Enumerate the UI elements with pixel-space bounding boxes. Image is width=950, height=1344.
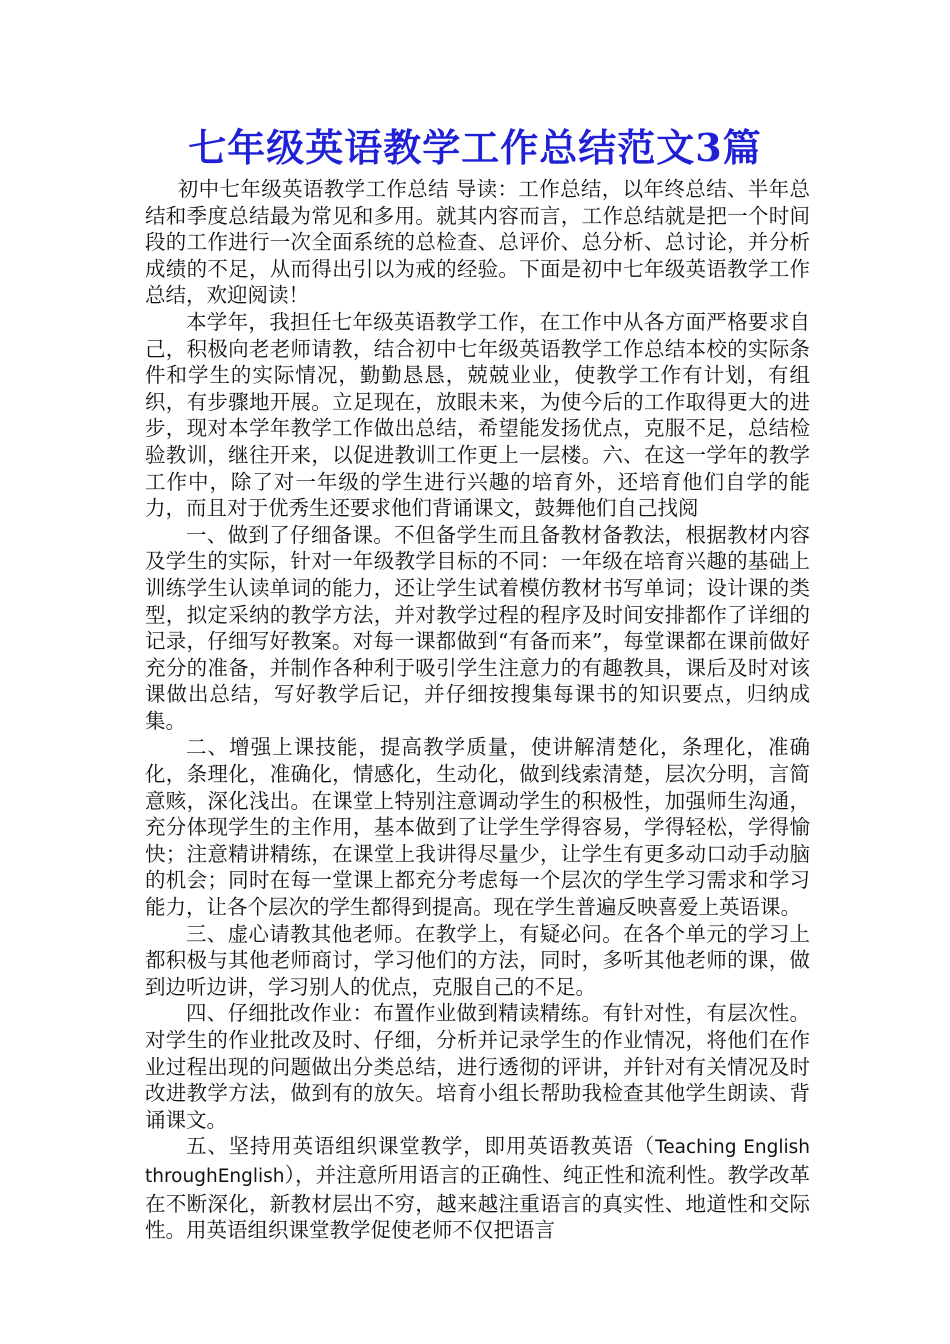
document-title: 七年级英语教学工作总结范文3篇 <box>188 125 762 170</box>
paragraph-section-4: 四、仔细批改作业：布置作业做到精读精练。有针对性，有层次性。对学生的作业批改及时、仔细，分析并记录学生的作业情况，将他们在作业过程出现的问题做出分类总结，进行透彻的评讲，并针对有关情况及时改进教学方法，做到有的放矢。培育小组长帮助我检查其他学生朗读、背诵课文。 <box>145 1001 810 1132</box>
paragraph-section-5-start: 五、坚持用英语组织课堂教学，即用英语教英语（ <box>186 1134 656 1159</box>
paragraph-section-5-end: ），并注意所用语言的正确性、纯正性和流利性。教学改革在不断深化，新教材层出不穷，越来越注重语言的真实性、地道性和交际性。用英语组织课堂教学促使老师不仅把语言 <box>145 1162 810 1243</box>
paragraph-overview: 本学年，我担任七年级英语教学工作，在工作中从各方面严格要求自己，积极向老老师请教，结合初中七年级英语教学工作总结本校的实际条件和学生的实际情况，勤勤恳恳，兢兢业业，使教学工作有计划，有组织，有步骤地开展。立足现在，放眼未来，为使今后的工作取得更大的进步，现对本学年教学工作做出总结，希望能发扬优点，克服不足，总结检验教训，继往开来，以促进教训工作更上一层楼。六、在这一学年的教学工作中，除了对一年级的学生进行兴趣的培育外，还培育他们自学的能力，而且对于优秀生还要求他们背诵课文，鼓舞他们自己找阅 <box>145 309 810 521</box>
english-phrase: Teaching English throughEnglish <box>145 1137 811 1187</box>
paragraph-intro: 初中七年级英语教学工作总结 导读：工作总结，以年终总结、半年总结和季度总结最为常见和多用。就其内容而言，工作总结就是把一个时间段的工作进行一次全面系统的总检查、总评价、总分析、总讨论，并分析成绩的不足，从而得出引以为戒的经验。下面是初中七年级英语教学工作总结，欢迎阅读！ <box>145 177 810 308</box>
paragraph-section-5 <box>145 1133 810 1243</box>
document-body <box>145 176 810 1244</box>
paragraph-section-2: 二、增强上课技能，提高教学质量，使讲解清楚化，条理化，准确化，条理化，准确化，情感化，生动化，做到线索清楚，层次分明，言简意赅，深化浅出。在课堂上特别注意调动学生的积极性，加强师生沟通，充分体现学生的主作用，基本做到了让学生学得容易，学得轻松，学得愉快；注意精讲精练，在课堂上我讲得尽量少，让学生有更多动口动手动脑的机会；同时在每一堂课上都充分考虑每一个层次的学生学习需求和学习能力，让各个层次的学生都得到提高。现在学生普遍反映喜爱上英语课。 <box>145 735 810 920</box>
paragraph-section-3: 三、虚心请教其他老师。在教学上，有疑必问。在各个单元的学习上都积极与其他老师商讨，学习他们的方法，同时，多听其他老师的课，做到边听边讲，学习别人的优点，克服自己的不足。 <box>145 921 810 999</box>
paragraph-section-1: 一、做到了仔细备课。不但备学生而且备教材备教法，根据教材内容及学生的实际，针对一年级教学目标的不同：一年级在培育兴趣的基础上训练学生认读单词的能力，还让学生试着模仿教材书写单词；设计课的类型，拟定采纳的教学方法，并对教学过程的程序及时间安排都作了详细的记录，仔细写好教案。对每一课都做到“有备而来”，每堂课都在课前做好充分的准备，并制作各种利于吸引学生注意力的有趣教具，课后及时对该课做出总结，写好教学后记，并仔细按搜集每课书的知识要点，归纳成集。 <box>145 522 810 733</box>
